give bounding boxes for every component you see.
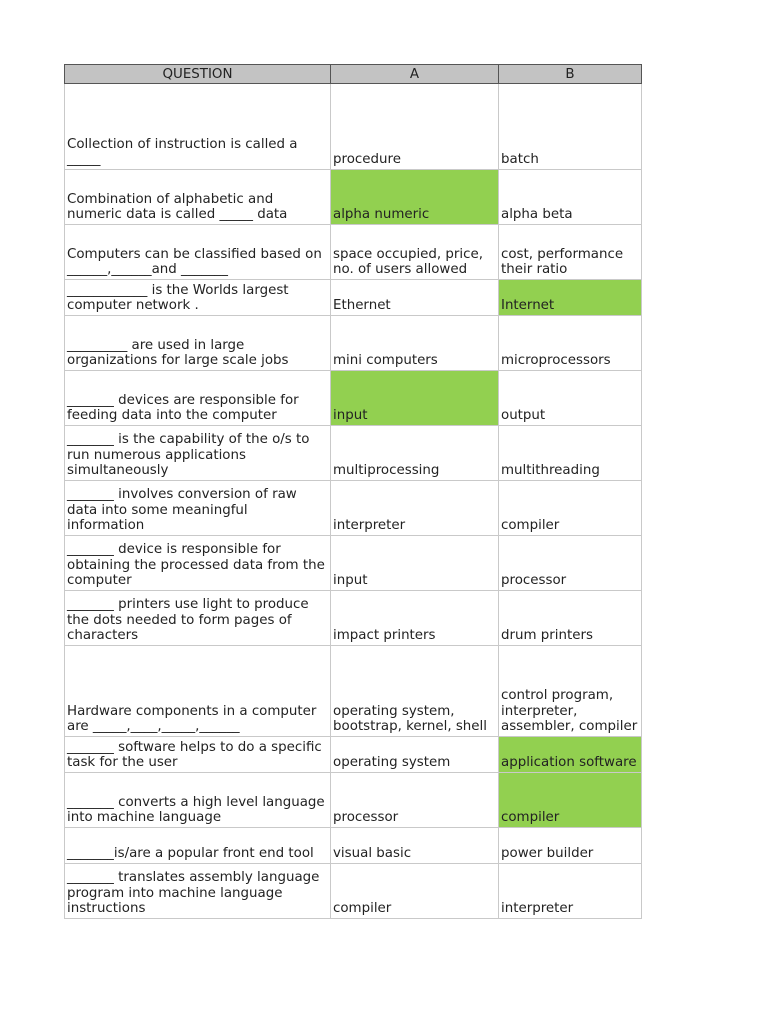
option-b-cell[interactable]: power builder — [499, 828, 642, 864]
option-a-cell[interactable]: alpha numeric — [331, 170, 499, 225]
question-sheet-table — [64, 64, 642, 919]
option-a-cell[interactable]: visual basic — [331, 828, 499, 864]
option-b-cell[interactable]: output — [499, 371, 642, 426]
question-cell[interactable]: _______ translates assembly language program into machine language instructions — [65, 864, 331, 919]
option-b-cell[interactable]: Internet — [499, 280, 642, 316]
question-cell[interactable]: _______ printers use light to produce the dots needed to form pages of characters — [65, 591, 331, 646]
option-b-cell[interactable]: drum printers — [499, 591, 642, 646]
question-cell[interactable]: Computers can be classified based on ______,______and _______ — [65, 225, 331, 280]
question-cell[interactable]: _______ devices are responsible for feeding data into the computer — [65, 371, 331, 426]
table-row — [65, 280, 642, 316]
table-row — [65, 84, 642, 170]
table-row — [65, 481, 642, 536]
question-cell[interactable]: _______ converts a high level language into machine language — [65, 773, 331, 828]
header-row — [65, 65, 642, 84]
question-cell[interactable]: _______ device is responsible for obtaining the processed data from the computer — [65, 536, 331, 591]
option-b-cell[interactable]: application software — [499, 737, 642, 773]
question-cell[interactable]: _______ involves conversion of raw data into some meaningful information — [65, 481, 331, 536]
option-a-cell[interactable]: operating system, bootstrap, kernel, shell — [331, 646, 499, 737]
option-a-cell[interactable]: procedure — [331, 84, 499, 170]
column-header-question[interactable]: QUESTION — [65, 65, 331, 84]
table-row — [65, 536, 642, 591]
option-a-cell[interactable]: input — [331, 371, 499, 426]
sheet-body — [65, 84, 642, 919]
question-cell[interactable]: _______ software helps to do a specific task for the user — [65, 737, 331, 773]
option-a-cell[interactable]: space occupied, price, no. of users allowed — [331, 225, 499, 280]
option-b-cell[interactable]: compiler — [499, 773, 642, 828]
option-a-cell[interactable]: interpreter — [331, 481, 499, 536]
option-a-cell[interactable]: multiprocessing — [331, 426, 499, 481]
option-b-cell[interactable]: compiler — [499, 481, 642, 536]
question-cell[interactable]: _______is/are a popular front end tool — [65, 828, 331, 864]
table-row — [65, 864, 642, 919]
column-header-a[interactable]: A — [331, 65, 499, 84]
table-row — [65, 828, 642, 864]
table-row — [65, 773, 642, 828]
option-b-cell[interactable]: alpha beta — [499, 170, 642, 225]
option-b-cell[interactable]: interpreter — [499, 864, 642, 919]
question-cell[interactable]: ____________ is the Worlds largest computer network . — [65, 280, 331, 316]
table-row — [65, 426, 642, 481]
option-a-cell[interactable]: processor — [331, 773, 499, 828]
table-row — [65, 170, 642, 225]
option-b-cell[interactable]: microprocessors — [499, 316, 642, 371]
option-a-cell[interactable]: Ethernet — [331, 280, 499, 316]
table-row — [65, 225, 642, 280]
option-b-cell[interactable]: batch — [499, 84, 642, 170]
table-row — [65, 591, 642, 646]
table-row — [65, 316, 642, 371]
option-a-cell[interactable]: operating system — [331, 737, 499, 773]
question-cell[interactable]: Combination of alphabetic and numeric data is called _____ data — [65, 170, 331, 225]
option-a-cell[interactable]: compiler — [331, 864, 499, 919]
option-b-cell[interactable]: multithreading — [499, 426, 642, 481]
question-cell[interactable]: Hardware components in a computer are _____,____,_____,______ — [65, 646, 331, 737]
option-b-cell[interactable]: control program, interpreter, assembler, compiler — [499, 646, 642, 737]
table-row — [65, 737, 642, 773]
option-b-cell[interactable]: processor — [499, 536, 642, 591]
table-row — [65, 646, 642, 737]
column-header-b[interactable]: B — [499, 65, 642, 84]
question-cell[interactable]: _________ are used in large organizations for large scale jobs — [65, 316, 331, 371]
question-cell[interactable]: Collection of instruction is called a _____ — [65, 84, 331, 170]
table-row — [65, 371, 642, 426]
option-b-cell[interactable]: cost, performance their ratio — [499, 225, 642, 280]
question-cell[interactable]: _______ is the capability of the o/s to run numerous applications simultaneously — [65, 426, 331, 481]
option-a-cell[interactable]: mini computers — [331, 316, 499, 371]
option-a-cell[interactable]: input — [331, 536, 499, 591]
option-a-cell[interactable]: impact printers — [331, 591, 499, 646]
